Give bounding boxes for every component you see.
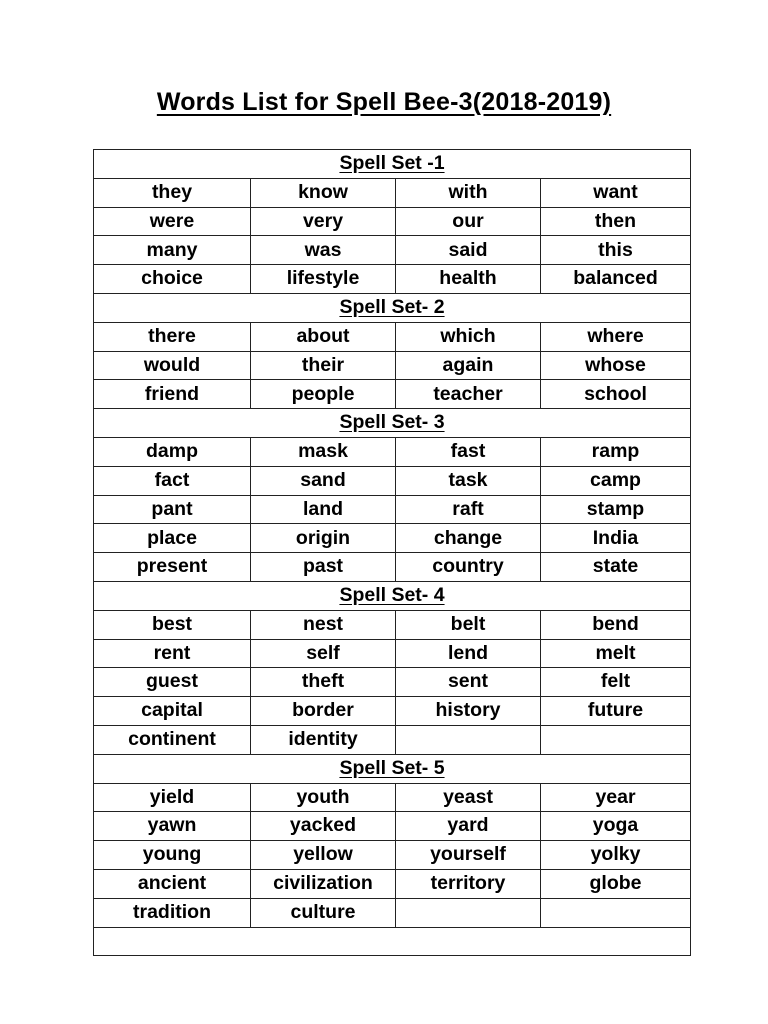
word-cell: stamp: [541, 495, 691, 524]
word-row: [94, 898, 691, 927]
word-list-body: [94, 150, 691, 956]
word-cell: pant: [94, 495, 251, 524]
spell-set-title: Spell Set- 2: [94, 293, 691, 322]
word-cell: theft: [251, 668, 396, 697]
word-cell: yoga: [541, 812, 691, 841]
word-cell: want: [541, 178, 691, 207]
word-cell: country: [396, 553, 541, 582]
word-cell: capital: [94, 697, 251, 726]
word-cell: again: [396, 351, 541, 380]
word-row: [94, 841, 691, 870]
word-cell: state: [541, 553, 691, 582]
word-cell: would: [94, 351, 251, 380]
word-cell: young: [94, 841, 251, 870]
word-cell: tradition: [94, 898, 251, 927]
word-cell: yield: [94, 783, 251, 812]
word-cell: change: [396, 524, 541, 553]
spell-set-title: Spell Set -1: [94, 150, 691, 179]
word-list-table: [93, 149, 691, 956]
word-cell: then: [541, 207, 691, 236]
word-cell: were: [94, 207, 251, 236]
word-cell: ancient: [94, 869, 251, 898]
word-cell: belt: [396, 610, 541, 639]
word-row: [94, 236, 691, 265]
spell-set-header-row: [94, 293, 691, 322]
word-cell: lifestyle: [251, 265, 396, 294]
word-cell: which: [396, 322, 541, 351]
word-cell: camp: [541, 466, 691, 495]
word-cell: with: [396, 178, 541, 207]
word-cell: culture: [251, 898, 396, 927]
word-cell: raft: [396, 495, 541, 524]
word-cell: youth: [251, 783, 396, 812]
word-cell: India: [541, 524, 691, 553]
word-cell: whose: [541, 351, 691, 380]
word-cell: about: [251, 322, 396, 351]
word-cell: our: [396, 207, 541, 236]
spell-set-header-row: [94, 754, 691, 783]
word-row: [94, 265, 691, 294]
word-row: [94, 322, 691, 351]
word-cell: lend: [396, 639, 541, 668]
word-cell: damp: [94, 437, 251, 466]
word-cell: past: [251, 553, 396, 582]
word-cell: territory: [396, 869, 541, 898]
word-cell: know: [251, 178, 396, 207]
word-cell: history: [396, 697, 541, 726]
word-row: [94, 495, 691, 524]
word-cell: civilization: [251, 869, 396, 898]
word-cell: place: [94, 524, 251, 553]
word-row: [94, 697, 691, 726]
word-row: [94, 524, 691, 553]
word-cell: many: [94, 236, 251, 265]
word-cell: they: [94, 178, 251, 207]
word-cell: was: [251, 236, 396, 265]
word-cell: bend: [541, 610, 691, 639]
word-row: [94, 812, 691, 841]
word-cell: nest: [251, 610, 396, 639]
word-cell: [541, 725, 691, 754]
word-cell: where: [541, 322, 691, 351]
word-cell: continent: [94, 725, 251, 754]
word-row: [94, 437, 691, 466]
word-cell: [396, 898, 541, 927]
word-cell: best: [94, 610, 251, 639]
word-cell: identity: [251, 725, 396, 754]
word-cell: guest: [94, 668, 251, 697]
word-cell: teacher: [396, 380, 541, 409]
word-cell: yeast: [396, 783, 541, 812]
word-cell: their: [251, 351, 396, 380]
word-cell: [541, 898, 691, 927]
word-cell: yourself: [396, 841, 541, 870]
word-cell: felt: [541, 668, 691, 697]
word-cell: land: [251, 495, 396, 524]
word-row: [94, 668, 691, 697]
word-cell: this: [541, 236, 691, 265]
word-cell: friend: [94, 380, 251, 409]
page-title: Words List for Spell Bee-3(2018-2019): [156, 88, 612, 116]
word-cell: sent: [396, 668, 541, 697]
word-row: [94, 351, 691, 380]
word-cell: self: [251, 639, 396, 668]
spell-set-header-row: [94, 581, 691, 610]
word-cell: there: [94, 322, 251, 351]
word-row: [94, 466, 691, 495]
word-row: [94, 178, 691, 207]
word-row: [94, 380, 691, 409]
word-row: [94, 783, 691, 812]
word-cell: choice: [94, 265, 251, 294]
word-cell: fact: [94, 466, 251, 495]
word-row: [94, 725, 691, 754]
word-row: [94, 610, 691, 639]
word-cell: mask: [251, 437, 396, 466]
spell-set-title: Spell Set- 4: [94, 581, 691, 610]
word-cell: rent: [94, 639, 251, 668]
word-cell: ramp: [541, 437, 691, 466]
word-cell: yard: [396, 812, 541, 841]
word-cell: people: [251, 380, 396, 409]
empty-row: [94, 927, 691, 956]
word-cell: present: [94, 553, 251, 582]
word-cell: said: [396, 236, 541, 265]
word-row: [94, 553, 691, 582]
word-row: [94, 639, 691, 668]
word-cell: [396, 725, 541, 754]
word-cell: yolky: [541, 841, 691, 870]
empty-cell: [94, 927, 691, 956]
spell-set-header-row: [94, 409, 691, 438]
word-cell: health: [396, 265, 541, 294]
spell-set-title: Spell Set- 3: [94, 409, 691, 438]
word-row: [94, 869, 691, 898]
word-cell: school: [541, 380, 691, 409]
spell-set-header-row: [94, 150, 691, 179]
word-cell: very: [251, 207, 396, 236]
word-cell: melt: [541, 639, 691, 668]
spell-set-title: Spell Set- 5: [94, 754, 691, 783]
word-cell: sand: [251, 466, 396, 495]
word-row: [94, 207, 691, 236]
word-cell: yellow: [251, 841, 396, 870]
word-cell: task: [396, 466, 541, 495]
word-cell: fast: [396, 437, 541, 466]
word-cell: future: [541, 697, 691, 726]
word-cell: border: [251, 697, 396, 726]
word-cell: balanced: [541, 265, 691, 294]
word-cell: origin: [251, 524, 396, 553]
word-cell: yacked: [251, 812, 396, 841]
word-cell: yawn: [94, 812, 251, 841]
word-cell: year: [541, 783, 691, 812]
word-cell: globe: [541, 869, 691, 898]
